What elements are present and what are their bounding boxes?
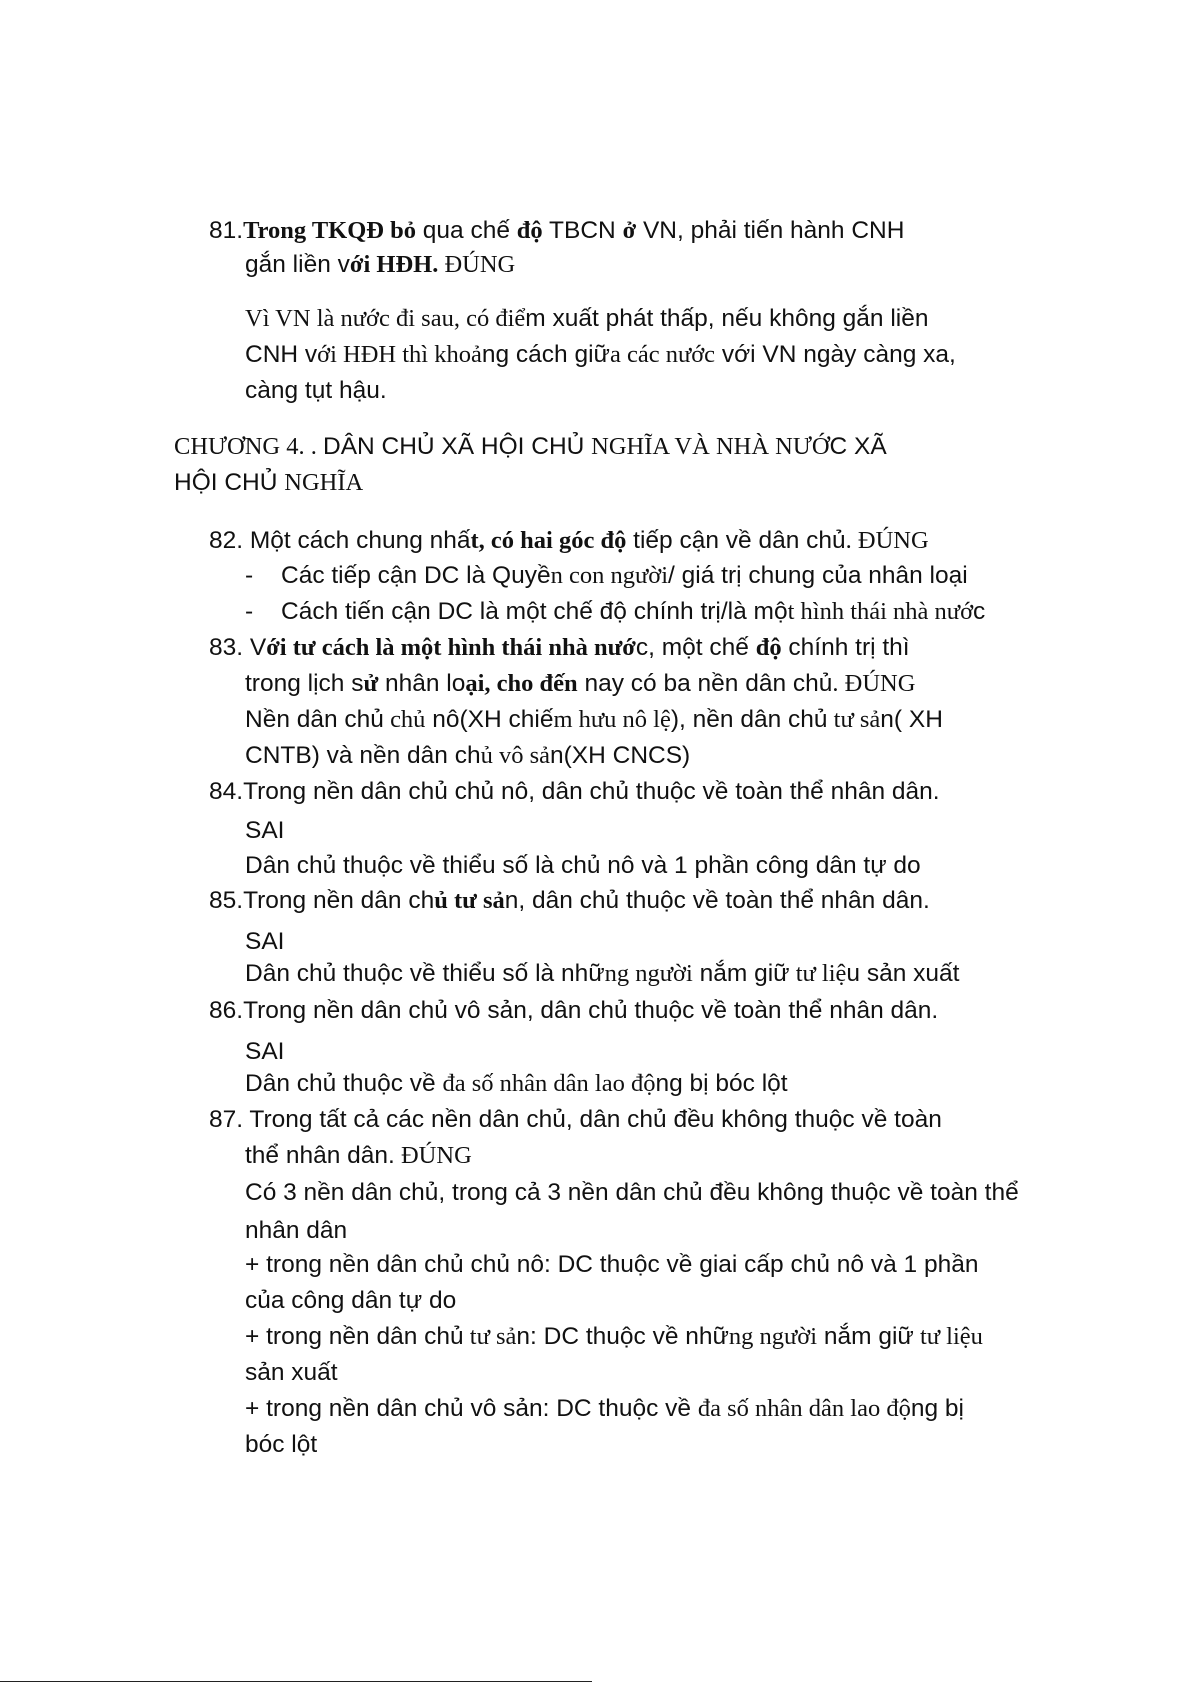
question-85-line-1: 85.Trong nền dân chủ tư sản, dân chủ thuộc về toàn thể nhân dân.: [209, 887, 930, 914]
answer-87-line-8: bóc lột: [245, 1431, 318, 1458]
question-number: 85.: [209, 887, 244, 914]
answer-87-line-4: của công dân tự do: [245, 1287, 457, 1314]
question-81-line-2: gắn liền với HĐH. ĐÚNG: [245, 251, 516, 278]
question-number: 87.: [209, 1106, 244, 1133]
answer-86: Dân chủ thuộc về đa số nhân dân lao động bị bóc lột: [245, 1070, 788, 1097]
question-number: 81.: [209, 217, 244, 244]
verdict-label: ĐÚNG: [438, 251, 516, 278]
answer-84: Dân chủ thuộc về thiểu số là chủ nô và 1 phần công dân tự do: [245, 852, 921, 879]
answer-87-line-3: + trong nền dân chủ chủ nô: DC thuộc về giai cấp chủ nô và 1 phần: [245, 1251, 979, 1278]
answer-87-line-1: Có 3 nền dân chủ, trong cả 3 nền dân chủ đều không thuộc về toàn thể: [245, 1179, 1019, 1206]
question-84-line-1: 84.Trong nền dân chủ chủ nô, dân chủ thuộc về toàn thể nhân dân.: [209, 778, 940, 805]
question-83-line-1: 83. Với tư cách là một hình thái nhà nước, một chế độ chính trị thì: [209, 634, 910, 661]
answer-81-line-3: càng tụt hậu.: [245, 377, 387, 404]
question-number: 82.: [209, 527, 244, 554]
question-number: 83.: [209, 634, 244, 661]
verdict-85: SAI: [245, 928, 285, 955]
chapter-heading-line-2: HỘI CHỦ NGHĨA: [174, 469, 364, 496]
question-82-line-1: 82. Một cách chung nhất, có hai góc độ tiếp cận về dân chủ. ĐÚNG: [209, 527, 929, 554]
answer-81-line-2: CNH với HĐH thì khoảng cách giữa các nước với VN ngày càng xa,: [245, 341, 956, 368]
question-number: 84.: [209, 778, 244, 805]
verdict-84: SAI: [245, 817, 285, 844]
footer-divider: [0, 1681, 592, 1682]
bullet-82-2: - Cách tiến cận DC là một chế độ chính trị/là một hình thái nhà nước: [245, 598, 986, 625]
chapter-heading-line-1: CHƯƠNG 4. . DÂN CHỦ XÃ HỘI CHỦ NGHĨA VÀ NHÀ NƯỚC XÃ: [174, 433, 887, 460]
question-83-line-2: trong lịch sử nhân loại, cho đến nay có ba nền dân chủ. ĐÚNG: [245, 670, 916, 697]
verdict-86: SAI: [245, 1038, 285, 1065]
answer-87-line-5: + trong nền dân chủ tư sản: DC thuộc về những người nắm giữ tư liệu: [245, 1323, 983, 1350]
question-86-line-1: 86.Trong nền dân chủ vô sản, dân chủ thuộc về toàn thể nhân dân.: [209, 997, 939, 1024]
bullet-82-1: - Các tiếp cận DC là Quyền con người/ giá trị chung của nhân loại: [245, 562, 968, 589]
question-87-line-1: 87. Trong tất cả các nền dân chủ, dân chủ đều không thuộc về toàn: [209, 1106, 942, 1133]
answer-87-line-6: sản xuất: [245, 1359, 338, 1386]
answer-81-line-1: Vì VN là nước đi sau, có điểm xuất phát thấp, nếu không gắn liền: [245, 305, 929, 332]
answer-83-line-1: Nền dân chủ chủ nô(XH chiếm hưu nô lệ), nền dân chủ tư sản( XH: [245, 706, 943, 733]
question-number: 86.: [209, 997, 244, 1024]
answer-87-line-2: nhân dân: [245, 1217, 348, 1244]
answer-87-line-7: + trong nền dân chủ vô sản: DC thuộc về đa số nhân dân lao động bị: [245, 1395, 964, 1422]
answer-85: Dân chủ thuộc về thiểu số là những người nắm giữ tư liệu sản xuất: [245, 960, 960, 987]
answer-83-line-2: CNTB) và nền dân chủ vô sản(XH CNCS): [245, 742, 691, 769]
question-81-line-1: 81.Trong TKQĐ bỏ qua chế độ TBCN ở VN, phải tiến hành CNH: [209, 217, 905, 244]
question-87-line-2: thể nhân dân. ĐÚNG: [245, 1142, 472, 1169]
